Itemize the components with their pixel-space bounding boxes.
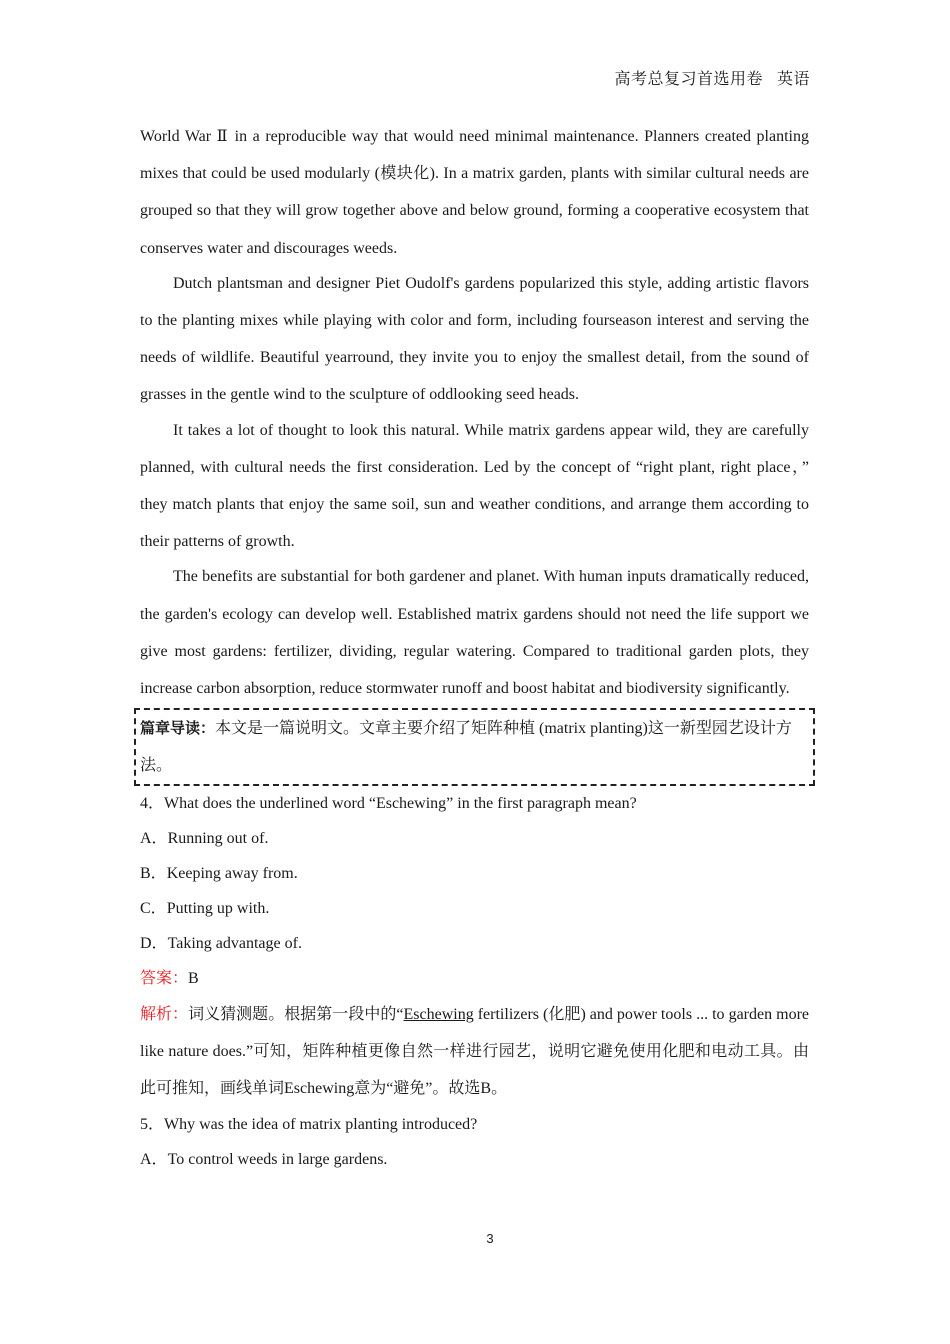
passage-paragraph-1: World War Ⅱ in a reproducible way that would need minimal maintenance. Planners created planting mixes that could be used modularly (模块化). In a matrix garden, plants with similar cultural needs are grouped so that they will grow together above and below ground, forming a cooperative ecosystem that conserves water and discourages weeds. — [140, 128, 809, 257]
option-text: Taking advantage of. — [167, 935, 302, 953]
explanation-pre: 词义猜测题。根据第一段中的“ — [188, 1006, 404, 1024]
question-5 — [140, 1107, 809, 1177]
passage-paragraph-3: It takes a lot of thought to look this natural. While matrix gardens appear wild, they are carefully planned, with cultural needs the first consideration. Led by the concept of “right plant, right place，” they match plants that enjoy the same soil, sun and weather conditions, and arrange them according to their patterns of growth. — [140, 421, 809, 551]
option-c — [140, 891, 809, 926]
option-letter: B． — [140, 865, 167, 883]
option-b — [140, 856, 809, 891]
answer-value: B — [188, 970, 199, 988]
explanation — [140, 996, 809, 1107]
guide-label: 篇章导读： — [140, 719, 216, 738]
question-number: 4． — [140, 795, 165, 813]
question-stem — [140, 786, 809, 821]
option-text: Keeping away from. — [166, 865, 298, 883]
page-number: 3 — [486, 1231, 494, 1246]
option-text: Running out of. — [167, 830, 269, 848]
explanation-label: 解析： — [140, 1006, 189, 1024]
option-d — [140, 926, 809, 961]
reading-guide-box — [134, 708, 815, 786]
passage-paragraph-2: Dutch plantsman and designer Piet Oudolf's gardens popularized this style, adding artistic flavors to the planting mixes while playing with color and form, including fourseason interest and serving the needs of wildlife. Beautiful yearround, they invite you to enjoy the smallest detail, from the sound of grasses in the gentle wind to the sculpture of oddlooking seed heads. — [140, 274, 809, 404]
option-a — [140, 1142, 809, 1177]
question-4 — [140, 786, 809, 1107]
answer-line — [140, 961, 809, 996]
option-letter: C． — [140, 900, 167, 918]
option-text: Putting up with. — [166, 900, 270, 918]
question-text: Why was the idea of matrix planting introduced? — [164, 1116, 478, 1134]
option-letter: D． — [140, 935, 168, 953]
page-content — [140, 118, 809, 1177]
answer-label: 答案： — [140, 970, 189, 988]
page-header — [614, 66, 810, 89]
explanation-post: fertilizers (化肥) and power tools ... to garden more like nature does.”可知，矩阵种植更像自然一样进行园艺，说明它避免使用化肥和电动工具。由此可推知，画线单词Eschewing意为“避免”。故选B。 — [140, 1006, 809, 1098]
option-letter: A． — [140, 830, 168, 848]
question-stem — [140, 1107, 809, 1142]
header-subject: 英语 — [776, 71, 810, 88]
option-a — [140, 821, 809, 856]
question-number: 5． — [140, 1116, 165, 1134]
underlined-word: Eschewing — [403, 1006, 474, 1024]
guide-text: 本文是一篇说明文。文章主要介绍了矩阵种植 (matrix planting)这一新型园艺设计方法。 — [140, 720, 792, 775]
option-text: To control weeds in large gardens. — [167, 1151, 388, 1169]
header-title: 高考总复习首选用卷 — [614, 71, 763, 88]
question-text: What does the underlined word “Eschewing” in the first paragraph mean? — [164, 795, 637, 813]
option-letter: A． — [140, 1151, 168, 1169]
passage-paragraph-4: The benefits are substantial for both gardener and planet. With human inputs dramatically reduced, the garden's ecology can develop well. Established matrix gardens should not need the life support we give most gardens: fertilizer, dividing, regular watering. Compared to traditional garden plots, they increase carbon absorption, reduce stormwater runoff and boost habitat and biodiversity significantly. — [140, 568, 809, 698]
